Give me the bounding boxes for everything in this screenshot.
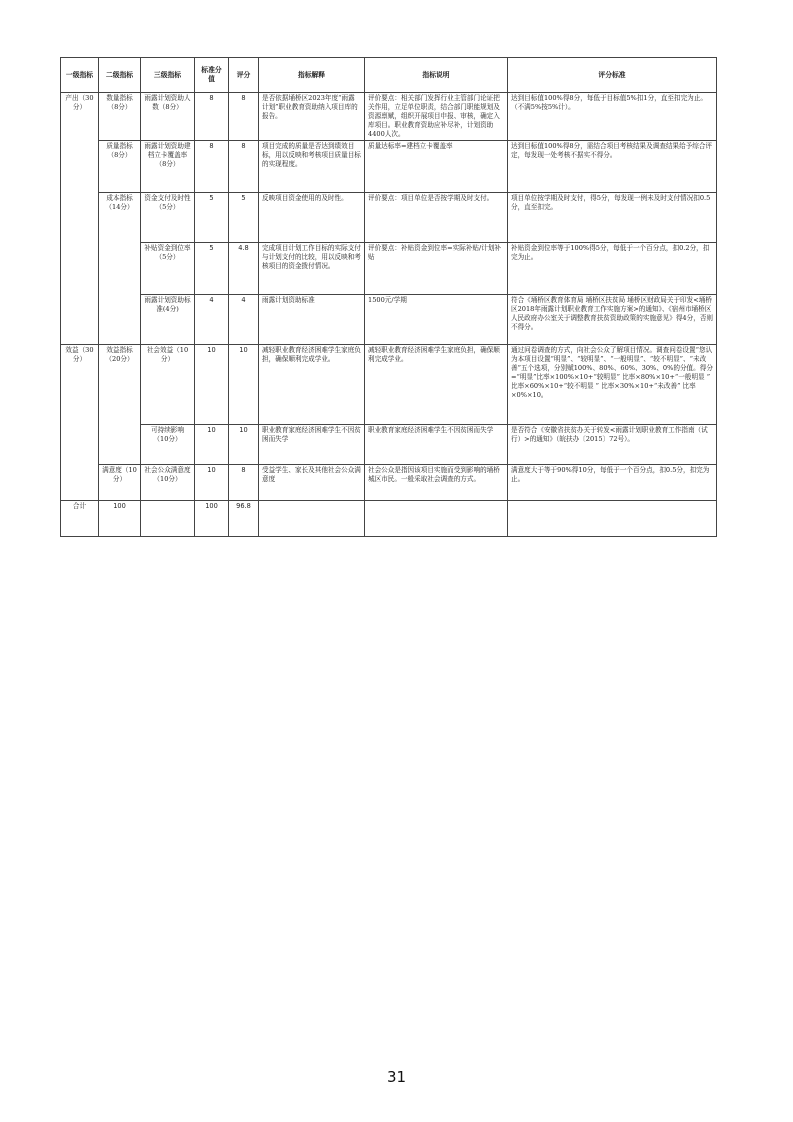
level3-cell: 雨露计划资助标准(4分)	[141, 295, 195, 345]
table-row	[61, 425, 717, 465]
explanation-cell: 减轻职业教育经济困难学生家庭负担，确保顺利完成学业。	[259, 345, 365, 425]
description-cell: 评价要点：补贴资金到位率=实际补贴/计划补贴	[365, 243, 508, 295]
total-score: 96.8	[229, 501, 259, 537]
description-cell: 评价要点：项目单位是否按学期及时支付。	[365, 193, 508, 243]
score-cell: 4	[229, 295, 259, 345]
description-cell: 质量达标率=建档立卡覆盖率	[365, 141, 508, 193]
standard-score-cell: 8	[195, 93, 229, 141]
table-row	[61, 345, 717, 425]
level2-cell: 满意度（10分）	[99, 465, 141, 501]
description-cell	[365, 93, 508, 141]
level3-cell: 补贴资金到位率（5分）	[141, 243, 195, 295]
empty-cell	[508, 501, 717, 537]
table-row	[61, 295, 717, 345]
score-cell: 10	[229, 425, 259, 465]
header-description: 指标说明	[365, 58, 508, 93]
empty-cell	[259, 501, 365, 537]
level2-cell: 数量指标（8分）	[99, 93, 141, 141]
level3-cell: 可持续影响（10分）	[141, 425, 195, 465]
table-row	[61, 193, 717, 243]
score-cell: 8	[229, 141, 259, 193]
standard-score-cell: 10	[195, 345, 229, 425]
criteria-cell: 项目单位按学期及时支付，得5分，每发现一例未及时支付情况扣0.5分，直至扣完。	[508, 193, 717, 243]
page-number: 31	[386, 1068, 407, 1086]
header-standard-score: 标准分值	[195, 58, 229, 93]
criteria-cell: 补贴资金到位率等于100%得5分，每低于一个百分点，扣0.2分，扣完为止。	[508, 243, 717, 295]
level3-cell: 雨露计划资助人数（8分）	[141, 93, 195, 141]
performance-evaluation-table	[60, 57, 717, 537]
criteria-cell: 是否符合《安徽省扶贫办关于转发<雨露计划职业教育工作指南（试行）>的通知》（皖扶办〔2015〕72号）。	[508, 425, 717, 465]
standard-score-cell: 5	[195, 243, 229, 295]
criteria-cell: 通过问卷调查的方式，向社会公众了解项目情况。调查问卷设置“您认为本项目设置“明显”、“较明显”、“一般明显”、“较不明显”、“未改善”五个选项，分别赋100%、80%、60%、30%、0%的分值。得分=“明显”比率×100%×10+“较明显” 比率×80%×10+“一般明显 ” 比率×60%×10+“较不明显 ” 比率×30%×10+“未改善” 比率×0%×10。	[508, 345, 717, 425]
empty-cell	[365, 501, 508, 537]
table-header-row	[61, 58, 717, 93]
header-level3: 三级指标	[141, 58, 195, 93]
empty-cell	[141, 501, 195, 537]
standard-score-cell: 10	[195, 465, 229, 501]
header-level2: 二级指标	[99, 58, 141, 93]
level2-cell: 效益指标（20分）	[99, 345, 141, 465]
standard-score-cell: 5	[195, 193, 229, 243]
header-criteria: 评分标准	[508, 58, 717, 93]
table-row	[61, 465, 717, 501]
total-standard-value: 100	[99, 501, 141, 537]
level2-cell: 质量指标（8分）	[99, 141, 141, 193]
header-explanation: 指标解释	[259, 58, 365, 93]
level1-cell: 效益（30分）	[61, 345, 99, 501]
header-level1: 一级指标	[61, 58, 99, 93]
score-cell: 8	[229, 465, 259, 501]
description-cell: 社会公众是指因该项目实施而受到影响的埇桥城区市民。一般采取社会调查的方式。	[365, 465, 508, 501]
explanation-cell: 完成项目计划工作目标的实际支付与计划支付的比较，用以反映和考核项目的资金拨付情况。	[259, 243, 365, 295]
description-cell: 职业教育家庭经济困难学生不因贫困而失学	[365, 425, 508, 465]
standard-score-cell: 8	[195, 141, 229, 193]
level3-cell: 资金支付及时性（5分）	[141, 193, 195, 243]
criteria-cell: 达到目标值100%得8分，每低于目标值5%扣1分，直至扣完为止。（不满5%按5%计）。	[508, 93, 717, 141]
explanation-cell: 反映项目资金使用的及时性。	[259, 193, 365, 243]
level1-cell: 产出（30分）	[61, 93, 99, 345]
explanation-cell: 职业教育家庭经济困难学生不因贫困而失学	[259, 425, 365, 465]
score-cell: 8	[229, 93, 259, 141]
level3-cell: 社会效益（10分）	[141, 345, 195, 425]
total-row	[61, 501, 717, 537]
table-row	[61, 93, 717, 141]
total-label: 合计	[61, 501, 99, 537]
level3-cell: 雨露计划资助建档立卡覆盖率（8分）	[141, 141, 195, 193]
explanation-cell: 受益学生、家长及其他社会公众满意度	[259, 465, 365, 501]
criteria-cell: 符合《埇桥区教育体育局 埇桥区扶贫局 埇桥区财政局关于印发<埇桥区2018年雨露计划职业教育工作实施方案>的通知》、《宿州市埇桥区人民政府办公室关于调整教育扶贫资助政策的实施意见》得4分，否则不得分。	[508, 295, 717, 345]
standard-score-cell: 10	[195, 425, 229, 465]
standard-score-cell: 4	[195, 295, 229, 345]
total-standard-score: 100	[195, 501, 229, 537]
score-cell: 10	[229, 345, 259, 425]
score-cell: 4.8	[229, 243, 259, 295]
explanation-cell: 雨露计划资助标准	[259, 295, 365, 345]
description-cell: 减轻职业教育经济困难学生家庭负担，确保顺利完成学业。	[365, 345, 508, 425]
level2-cell: 成本指标（14分）	[99, 193, 141, 345]
explanation-cell: 是否依据埇桥区2023年度“雨露计划”职业教育资助纳入项目库的报告。	[259, 93, 365, 141]
header-score: 评分	[229, 58, 259, 93]
table-row	[61, 243, 717, 295]
criteria-cell: 达到目标值100%得8分，需结合项目考核结果及调查结果给予综合评定，每发现一处考核不据实不得分。	[508, 141, 717, 193]
table-row	[61, 141, 717, 193]
explanation-cell: 项目完成的质量是否达到绩效目标，用以反映和考核项目质量目标的实现程度。	[259, 141, 365, 193]
description-cell: 1500元/学期	[365, 295, 508, 345]
criteria-cell: 满意度大于等于90%得10分，每低于一个百分点，扣0.5分，扣完为止。	[508, 465, 717, 501]
score-cell: 5	[229, 193, 259, 243]
level3-cell: 社会公众满意度（10分）	[141, 465, 195, 501]
description-text: 评价要点：相关部门发挥行业主管部门论证把关作用，立足单位职责，结合部门职能规划及资源禀赋，组织开展项目申报、审核，确定入库项目。职业教育资助应补尽补，计划资助4400人次。	[368, 94, 500, 138]
